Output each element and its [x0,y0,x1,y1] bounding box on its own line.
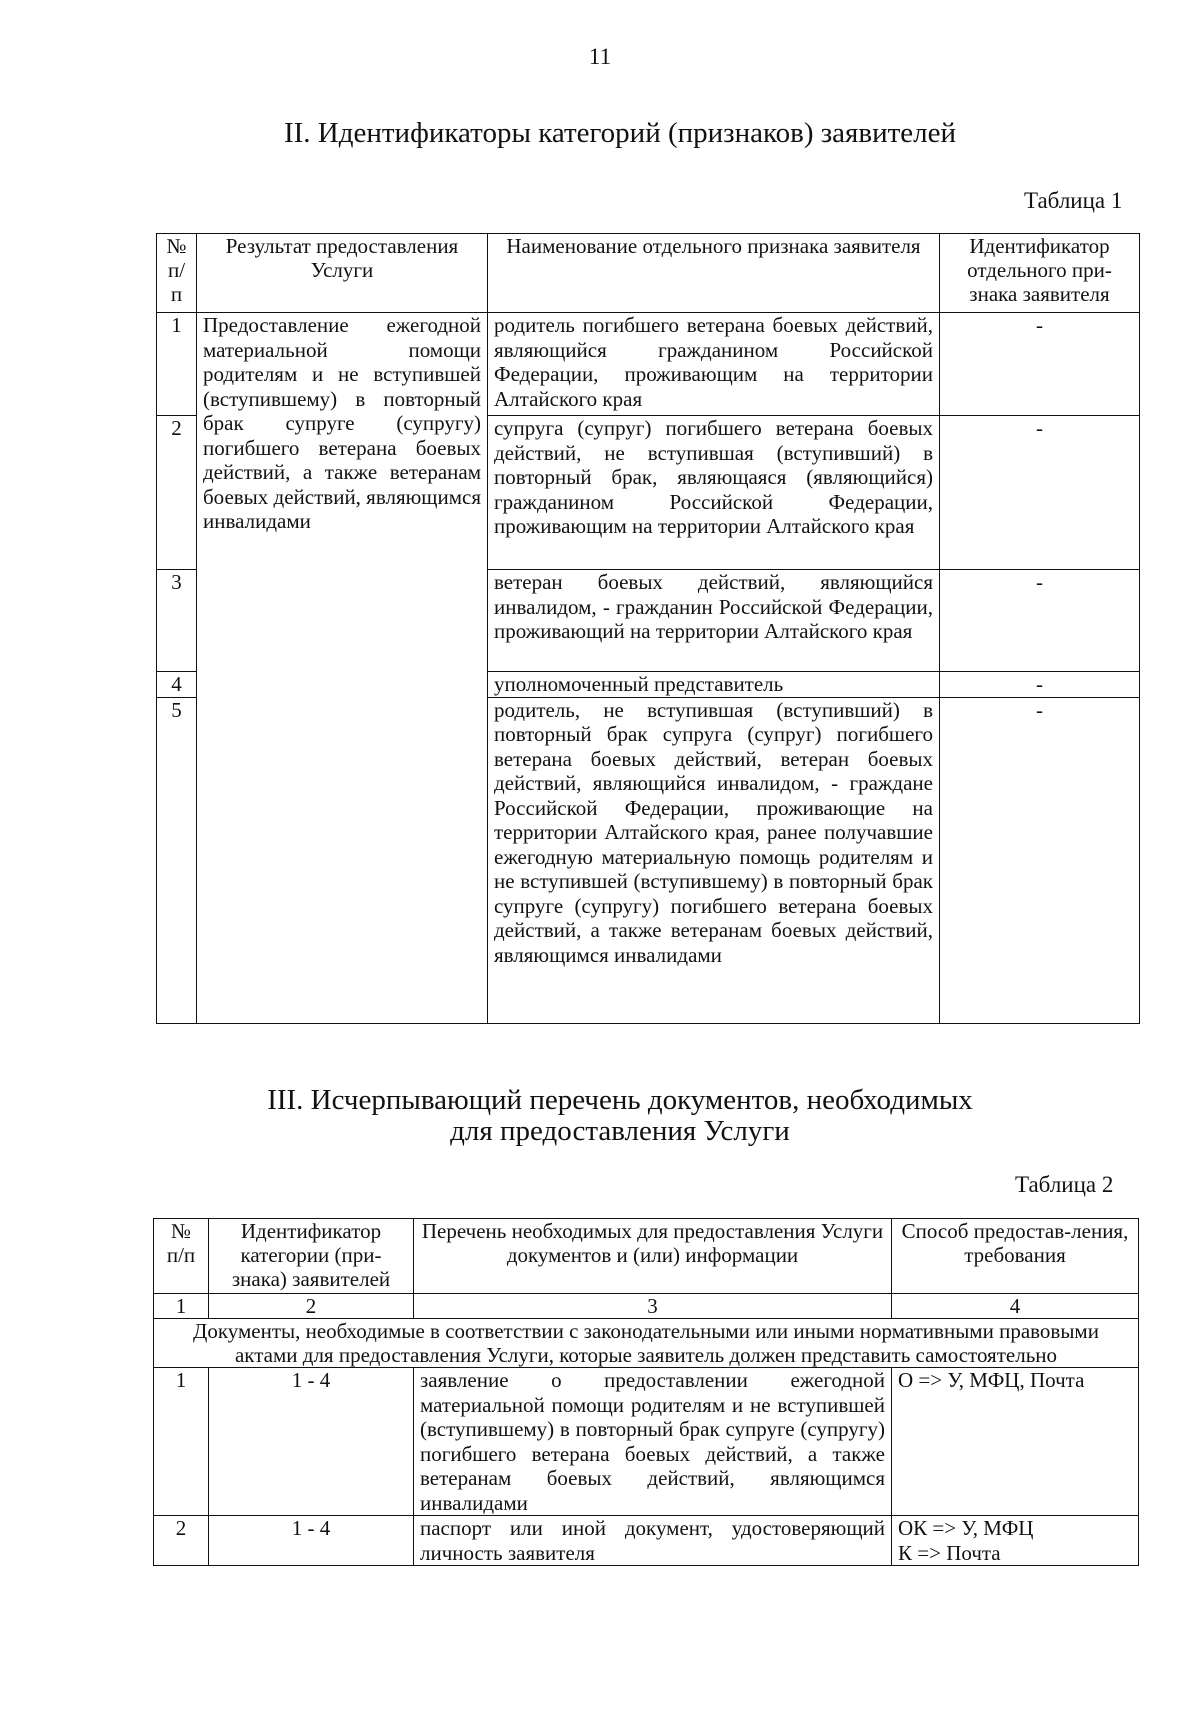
method-line: ОК => У, МФЦ [898,1516,1034,1540]
column-numbers-row [154,1294,1139,1319]
identifier-cell: - [940,672,1140,698]
page-number: 11 [588,44,612,69]
table-2-caption: Таблица 2 [1015,1172,1114,1197]
header-feature: Наименование отдельного признака заявителя [488,234,940,313]
feature-cell: супруга (супруг) погибшего ветерана боевых действий, не вступившая (вступивший) в повторный брак, являющаяся (являющийся) гражданином Российской Федерации, проживающим на территории Алтайского края [488,416,940,570]
method-cell [892,1368,1139,1516]
identifier-cell: - [940,697,1140,1023]
feature-cell: ветеран боевых действий, являющийся инвалидом, - гражданин Российской Федерации, проживающий на территории Алтайского края [488,570,940,672]
group-row [154,1319,1139,1368]
header-documents: Перечень необходимых для предоставления Услуги документов и (или) информации [414,1219,892,1294]
column-number: 4 [892,1294,1139,1319]
section-3-title [20,1085,1200,1147]
identifier-cell: - [940,416,1140,570]
group-label: Документы, необходимые в соответствии с законодательными или иными нормативными правовыми актами для предоставления Услуги, которые заявитель должен представить самостоятельно [154,1319,1139,1368]
row-num: 1 [157,313,197,416]
row-num: 3 [157,570,197,672]
header-category: Идентификатор категории (при-знака) заявителей [209,1219,414,1294]
document-cell: заявление о предоставлении ежегодной материальной помощи родителям и не вступившей (вступившему) в повторный брак супруге (супругу) погибшего ветерана боевых действий, а также ветеранам боевых действий, являющимся инвалидами [414,1368,892,1516]
table-2-header-row [154,1219,1139,1294]
column-number: 3 [414,1294,892,1319]
identifier-cell: - [940,570,1140,672]
column-number: 1 [154,1294,209,1319]
header-method: Способ предостав-ления, требования [892,1219,1139,1294]
feature-cell: родитель погибшего ветерана боевых действий, являющийся гражданином Российской Федерации, проживающим на территории Алтайского края [488,313,940,416]
row-num: 5 [157,697,197,1023]
method-line: К => Почта [898,1540,1001,1565]
section-2-title: II. Идентификаторы категорий (признаков) заявителей [283,117,957,149]
table-row [154,1368,1139,1516]
documents-table [153,1218,1139,1566]
header-num: № п/п [154,1219,209,1294]
table-row [154,1516,1139,1566]
row-num: 2 [157,416,197,570]
row-num: 1 [154,1368,209,1516]
section-3-title-line-1: III. Исчерпывающий перечень документов, необходимых [267,1084,973,1116]
category-cell: 1 - 4 [209,1368,414,1516]
result-cell: Предоставление ежегодной материальной помощи родителям и не вступившей (вступившему) в повторный брак супруге (супругу) погибшего ветерана боевых действий, а также ветеранам боевых действий, являющимся инвалидами [197,313,488,1024]
document-cell: паспорт или иной документ, удостоверяющий личность заявителя [414,1516,892,1566]
column-number: 2 [209,1294,414,1319]
table-row [157,313,1140,416]
header-num: № п/п [157,234,197,313]
category-cell: 1 - 4 [209,1516,414,1566]
feature-cell: родитель, не вступившая (вступивший) в повторный брак супруга (супруг) погибшего ветерана боевых действий, ветеран боевых действий, являющийся инвалидом, - граждане Российской Федерации, проживающие на территории Алтайского края, ранее получавшие ежегодную материальную помощь родителям и не вступившей (вступившему) в повторный брак супруге (супругу) погибшего ветерана боевых действий, а также ветеранам боевых действий, являющимся инвалидами [488,697,940,1023]
method-line: О => У, МФЦ, Почта [898,1368,1085,1392]
feature-cell: уполномоченный представитель [488,672,940,698]
table-1-caption: Таблица 1 [1024,188,1123,213]
method-cell [892,1516,1139,1566]
section-3-title-line-2: для предоставления Услуги [450,1115,790,1147]
identifier-cell: - [940,313,1140,416]
applicant-categories-table [156,233,1140,1024]
table-1-header-row [157,234,1140,313]
header-identifier: Идентификатор отдельного при-знака заявителя [940,234,1140,313]
header-result: Результат предоставления Услуги [197,234,488,313]
row-num: 4 [157,672,197,698]
row-num: 2 [154,1516,209,1566]
